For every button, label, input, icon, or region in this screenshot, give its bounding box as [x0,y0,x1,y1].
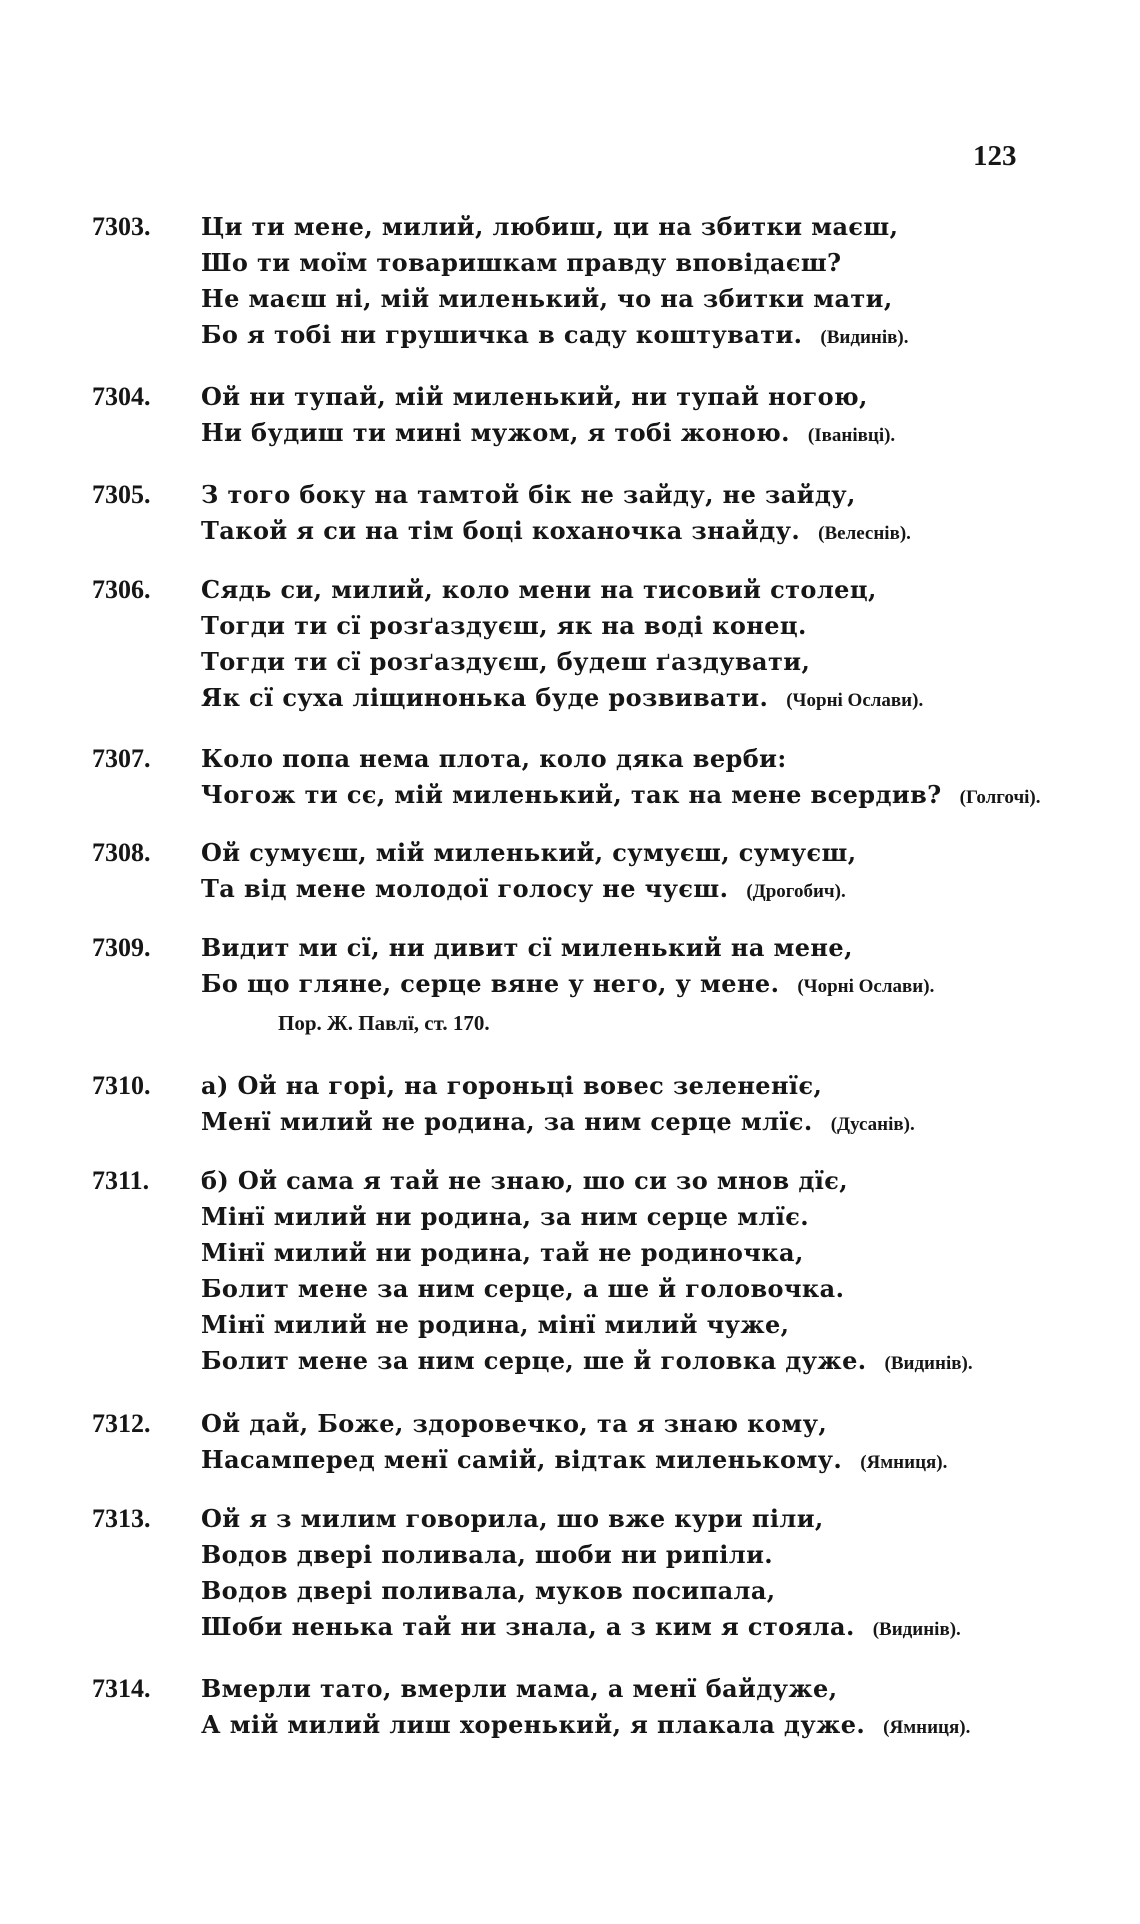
verse-line-last [201,1346,973,1375]
verse-line-last [201,516,911,545]
place-name: (Видинів). [872,1619,961,1640]
verse-text: Менї милий не родина, за ним серце млїє. [201,1107,813,1136]
verse-line: Ой дай, Боже, здоровечко, та я знаю кому, [201,1409,828,1438]
verse-text: Чогож ти сє, мій миленький, так на мене всердив? [201,780,942,809]
place-name: (Видинів). [884,1353,973,1374]
verse-text: Бо я тобі ни грушичка в саду коштувати. [201,320,803,349]
place-name: (Дусанів). [830,1114,915,1135]
verse-number: 7313. [92,1504,151,1533]
verse-line: Вмерли тато, вмерли мама, а менї байдуже, [201,1674,838,1703]
verse-line: Тогди ти сї розґаздуєш, як на воді конец. [201,611,807,640]
verse-line-last [201,683,923,712]
verse-line: б) Ой сама я тай не знаю, шо си зо мнов дїє, [201,1166,849,1195]
verse-line-last [201,874,846,903]
verse-line: Тогди ти сї розґаздуєш, будеш ґаздувати, [201,647,811,676]
verse-text: Ни будиш ти мині мужом, я тобі жоною. [201,418,790,447]
verse-line: Ци ти мене, милий, любиш, ци на збитки маєш, [201,212,899,241]
verse-line: З того боку на тамтой бік не зайду, не зайду, [201,480,856,509]
verse-text: Болит мене за ним серце, ше й головка дуже. [201,1346,867,1375]
verse-number: 7310. [92,1071,151,1100]
verse-number: 7303. [92,212,151,241]
verse-line-last [201,780,1041,809]
verse-text: Насамперед менї самій, відтак миленькому. [201,1445,843,1474]
verse-line: Коло попа нема плота, коло дяка верби: [201,744,787,773]
verse-line: Мінї милий не родина, мінї милий чуже, [201,1310,790,1339]
reference-note: Пор. Ж. Павлї, ст. 170. [278,1011,490,1035]
verse-line-last [201,1445,947,1474]
verse-number: 7308. [92,838,151,867]
place-name: (Видинів). [820,327,909,348]
verse-number: 7304. [92,382,151,411]
verse-number: 7309. [92,933,151,962]
verse-text: Та від мене молодої голосу не чуєш. [201,874,729,903]
verse-number: 7312. [92,1409,151,1438]
verse-number: 7305. [92,480,151,509]
verse-line-last [201,1107,915,1136]
verse-line-last [201,320,909,349]
verse-line-last [201,418,895,447]
verse-number: 7307. [92,744,151,773]
verse-line: Видит ми сї, ни дивит сї миленький на мене, [201,933,853,962]
verse-line: Ой я з милим говорила, шо вже кури піли, [201,1504,824,1533]
verse-line: Сядь си, милий, коло мени на тисовий столец, [201,575,877,604]
verse-text: А мій милий лиш хоренький, я плакала дуже. [201,1710,866,1739]
place-name: (Ямниця). [860,1452,948,1473]
place-name: (Чорні Ослави). [786,690,924,711]
place-name: (Дрогобич). [746,881,846,902]
verse-line: Шо ти моїм товаришкам правду вповідаєш? [201,248,842,277]
verse-line: Мінї милий ни родина, за ним серце млїє. [201,1202,810,1231]
verse-line-last [201,969,934,998]
verse-line: Ой ни тупай, мій миленький, ни тупай ногою, [201,382,868,411]
verse-number: 7314. [92,1674,151,1703]
verse-line: Болит мене за ним серце, а ше й головочка. [201,1274,845,1303]
place-name: (Іванівці). [807,425,896,446]
verse-line: Мінї милий ни родина, тай не родиночка, [201,1238,804,1267]
verse-line: Ой сумуєш, мій миленький, сумуєш, сумуєш, [201,838,857,867]
verse-line-last [201,1710,970,1739]
verse-text: Такой я си на тім боці коханочка знайду. [201,516,801,545]
page-number: 123 [973,140,1017,172]
place-name: (Голгочі). [959,787,1041,808]
verse-text: Бо що гляне, серце вяне у него, у мене. [201,969,780,998]
place-name: (Ямниця). [883,1717,971,1738]
verse-line-last [201,1612,961,1641]
verse-number: 7311. [92,1166,150,1195]
place-name: (Чорні Ослави). [797,976,935,997]
verse-line: Водов двері поливала, шоби ни рипіли. [201,1540,774,1569]
verse-text: Шоби ненька тай ни знала, а з ким я стояла. [201,1612,855,1641]
verse-line: Водов двері поливала, муков посипала, [201,1576,776,1605]
verse-line: Не маєш ні, мій миленький, чо на збитки мати, [201,284,893,313]
verse-line: а) Ой на горі, на гороньці вовес зелененїє, [201,1071,823,1100]
verse-number: 7306. [92,575,151,604]
verse-text: Як сї суха ліщинонька буде розвивати. [201,683,769,712]
place-name: (Велеснів). [818,523,911,544]
